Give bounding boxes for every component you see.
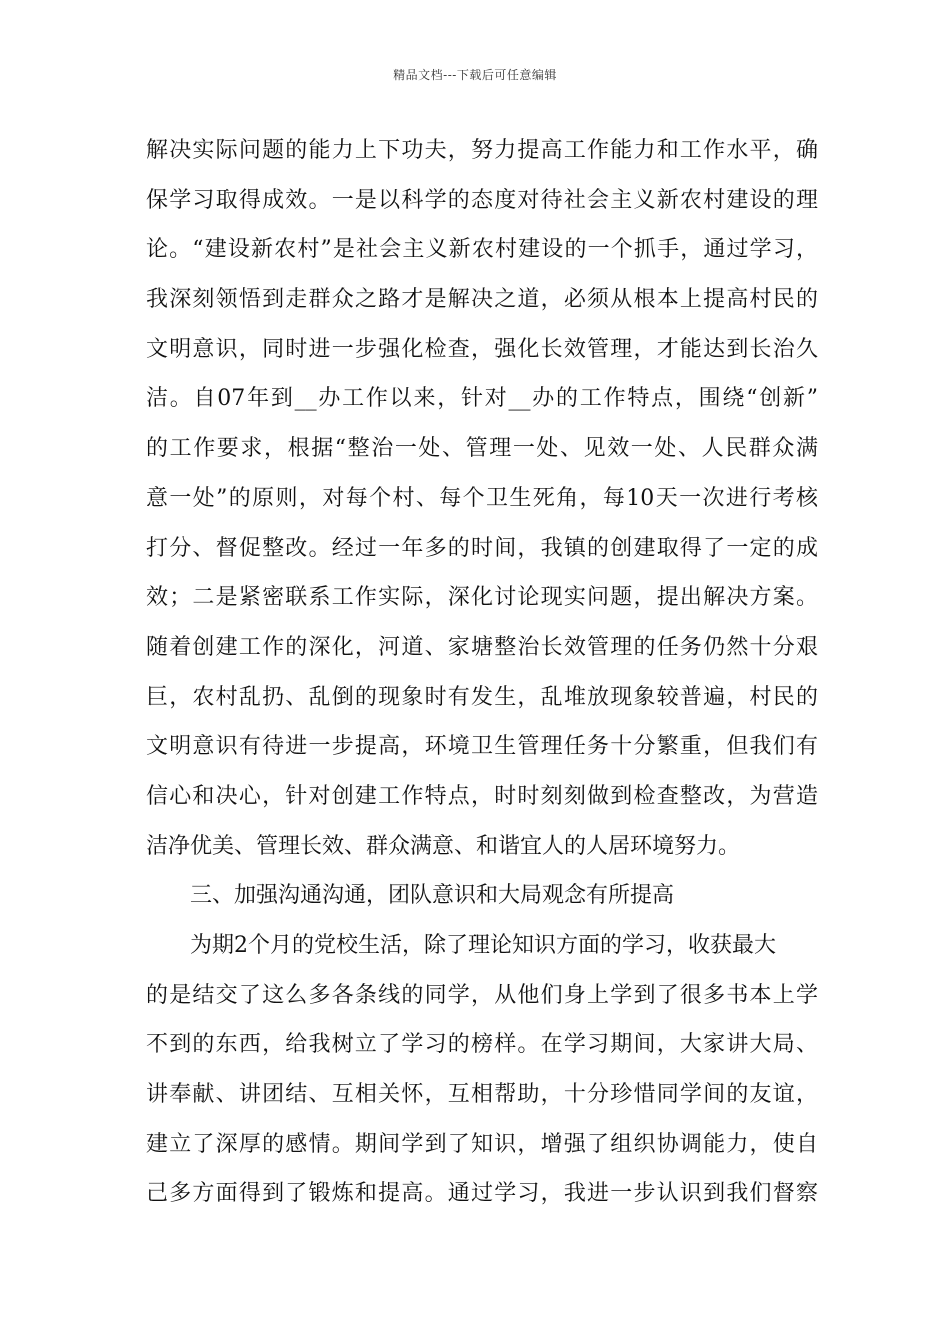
text-line: 不到的东西，给我树立了学习的榜样。在学习期间，大家讲大局、 (146, 1032, 818, 1058)
paragraph-last-line: 洁净优美、管理长效、群众满意、和谐宜人的人居环境努力。 (146, 833, 741, 859)
text-line: 文明意识有待进一步提高，环境卫生管理任务十分繁重，但我们有 (146, 734, 818, 760)
text-line: 的工作要求，根据“整治一处、管理一处、见效一处、人民群众满 (146, 436, 818, 462)
text-line: 论。“建设新农村”是社会主义新农村建设的一个抓手，通过学习， (146, 237, 818, 263)
text-line: 讲奉献、讲团结、互相关怀，互相帮助，十分珍惜同学间的友谊， (146, 1082, 818, 1108)
text-line: 意一处”的原则，对每个村、每个卫生死角，每10天一次进行考核 (146, 485, 818, 511)
text-line: 文明意识，同时进一步强化检查，强化长效管理，才能达到长治久 (146, 336, 818, 362)
text-line: 打分、督促整改。经过一年多的时间，我镇的创建取得了一定的成 (146, 535, 818, 561)
text-line: 信心和决心，针对创建工作特点，时时刻刻做到检查整改，为营造 (146, 783, 818, 809)
section-heading: 三、加强沟通沟通，团队意识和大局观念有所提高 (190, 883, 675, 909)
text-line: 我深刻领悟到走群众之路才是解决之道，必须从根本上提高村民的 (146, 287, 818, 313)
text-line: 巨，农村乱扔、乱倒的现象时有发生，乱堆放现象较普遍，村民的 (146, 684, 818, 710)
text-line: 的是结交了这么多各条线的同学，从他们身上学到了很多书本上学 (146, 982, 818, 1008)
text-line: 建立了深厚的感情。期间学到了知识，增强了组织协调能力，使自 (146, 1131, 818, 1157)
text-line: 保学习取得成效。一是以科学的态度对待社会主义新农村建设的理 (146, 187, 818, 213)
text-line: 解决实际问题的能力上下功夫，努力提高工作能力和工作水平，确 (146, 138, 818, 163)
text-line: 洁。自07年到__办工作以来，针对__办的工作特点，围绕“创新” (146, 386, 818, 412)
text-line: 效；二是紧密联系工作实际，深化讨论现实问题，提出解决方案。 (146, 585, 818, 611)
text-line: 随着创建工作的深化，河道、家塘整治长效管理的任务仍然十分艰 (146, 634, 818, 660)
text-line: 己多方面得到了锻炼和提高。通过学习，我进一步认识到我们督察 (146, 1181, 818, 1207)
document-body (146, 131, 818, 1224)
paragraph-first-line: 为期2个月的党校生活，除了理论知识方面的学习，收获最大 (190, 933, 776, 958)
page-header: 精品文档---下载后可任意编辑 (393, 68, 557, 82)
